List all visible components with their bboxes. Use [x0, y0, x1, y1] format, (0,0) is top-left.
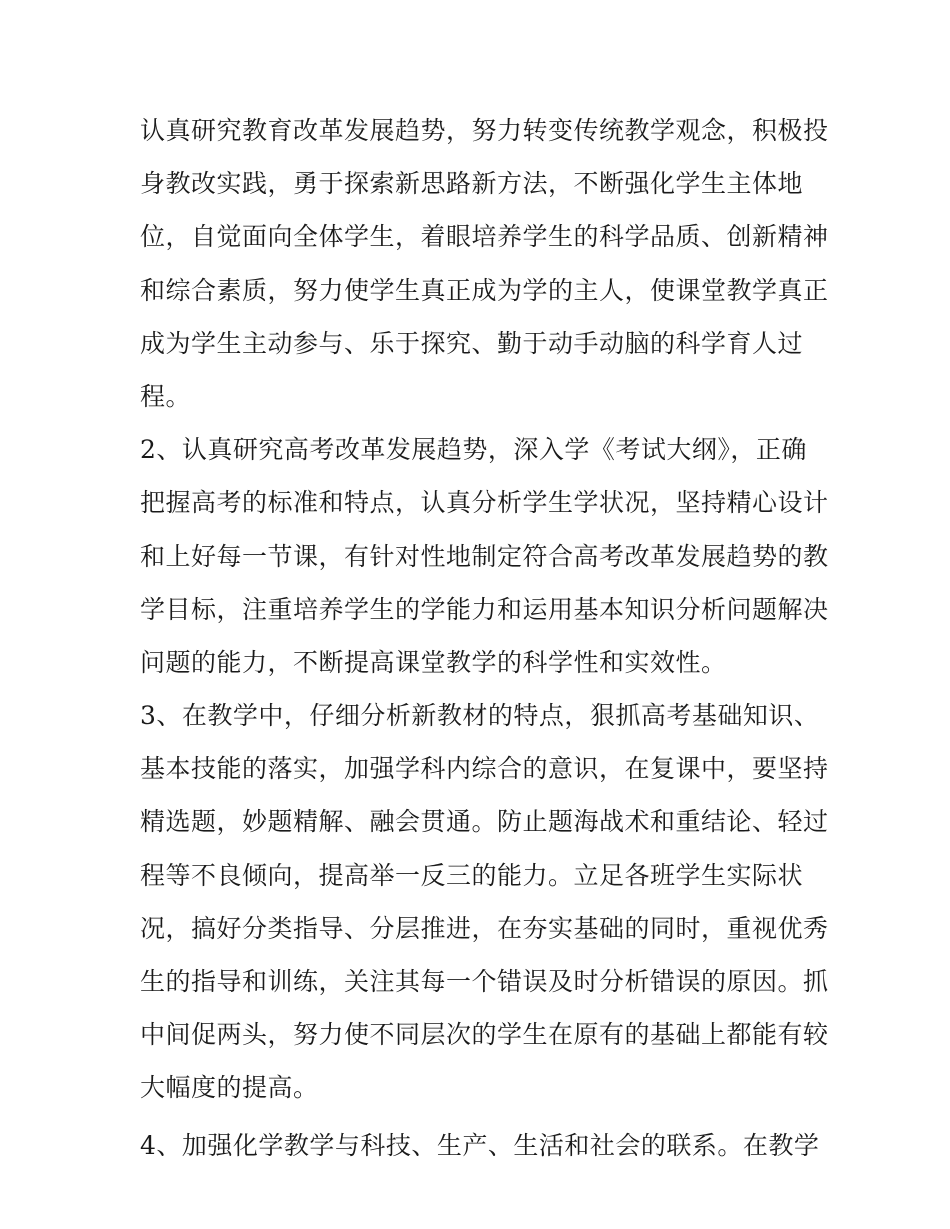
- paragraph-1: [140, 104, 829, 423]
- text-line: 基本技能的落实，加强学科内综合的意识，在复课中，要坚持: [140, 754, 829, 784]
- text-line: 程。: [140, 381, 192, 411]
- text-line: 把握高考的标准和特点，认真分析学生学状况，坚持精心设计: [140, 488, 829, 518]
- text-line: 认真研究教育改革发展趋势，努力转变传统教学观念，积极投: [140, 116, 829, 145]
- text-line: 2、认真研究高考改革发展趋势，深入学《考试大纲》，正确: [140, 435, 807, 465]
- text-line: 身教改实践，勇于探索新思路新方法，不断强化学生主体地: [140, 169, 804, 199]
- document-body: [140, 104, 829, 1172]
- paragraph-2: [140, 423, 829, 689]
- text-line: 3、在教学中，仔细分析新教材的特点，狠抓高考基础知识、: [140, 701, 820, 731]
- text-line: 4、加强化学教学与科技、生产、生活和社会的联系。在教学: [140, 1130, 820, 1160]
- text-line: 和综合素质，努力使学生真正成为学的主人，使课堂教学真正: [140, 275, 829, 305]
- text-line: 和上好每一节课，有针对性地制定符合高考改革发展趋势的教: [140, 541, 829, 571]
- text-line: 学目标，注重培养学生的学能力和运用基本知识分析问题解决: [140, 594, 829, 624]
- text-line: 程等不良倾向，提高举一反三的能力。立足各班学生实际状: [140, 860, 804, 890]
- text-line: 生的指导和训练，关注其每一个错误及时分析错误的原因。抓: [140, 967, 829, 996]
- paragraph-3: [140, 689, 829, 1115]
- text-line: 况，搞好分类指导、分层推进，在夯实基础的同时，重视优秀: [140, 913, 829, 943]
- text-line: 成为学生主动参与、乐于探究、勤于动手动脑的科学育人过: [140, 328, 804, 358]
- text-line: 精选题，妙题精解、融会贯通。防止题海战术和重结论、轻过: [140, 807, 829, 837]
- text-line: 位，自觉面向全体学生，着眼培养学生的科学品质、创新精神: [140, 222, 829, 252]
- text-line: 大幅度的提高。: [140, 1073, 319, 1103]
- paragraph-4: [140, 1119, 820, 1172]
- text-line: 问题的能力，不断提高课堂教学的科学性和实效性。: [140, 647, 727, 677]
- text-line: 中间促两头，努力使不同层次的学生在原有的基础上都能有较: [140, 1020, 829, 1050]
